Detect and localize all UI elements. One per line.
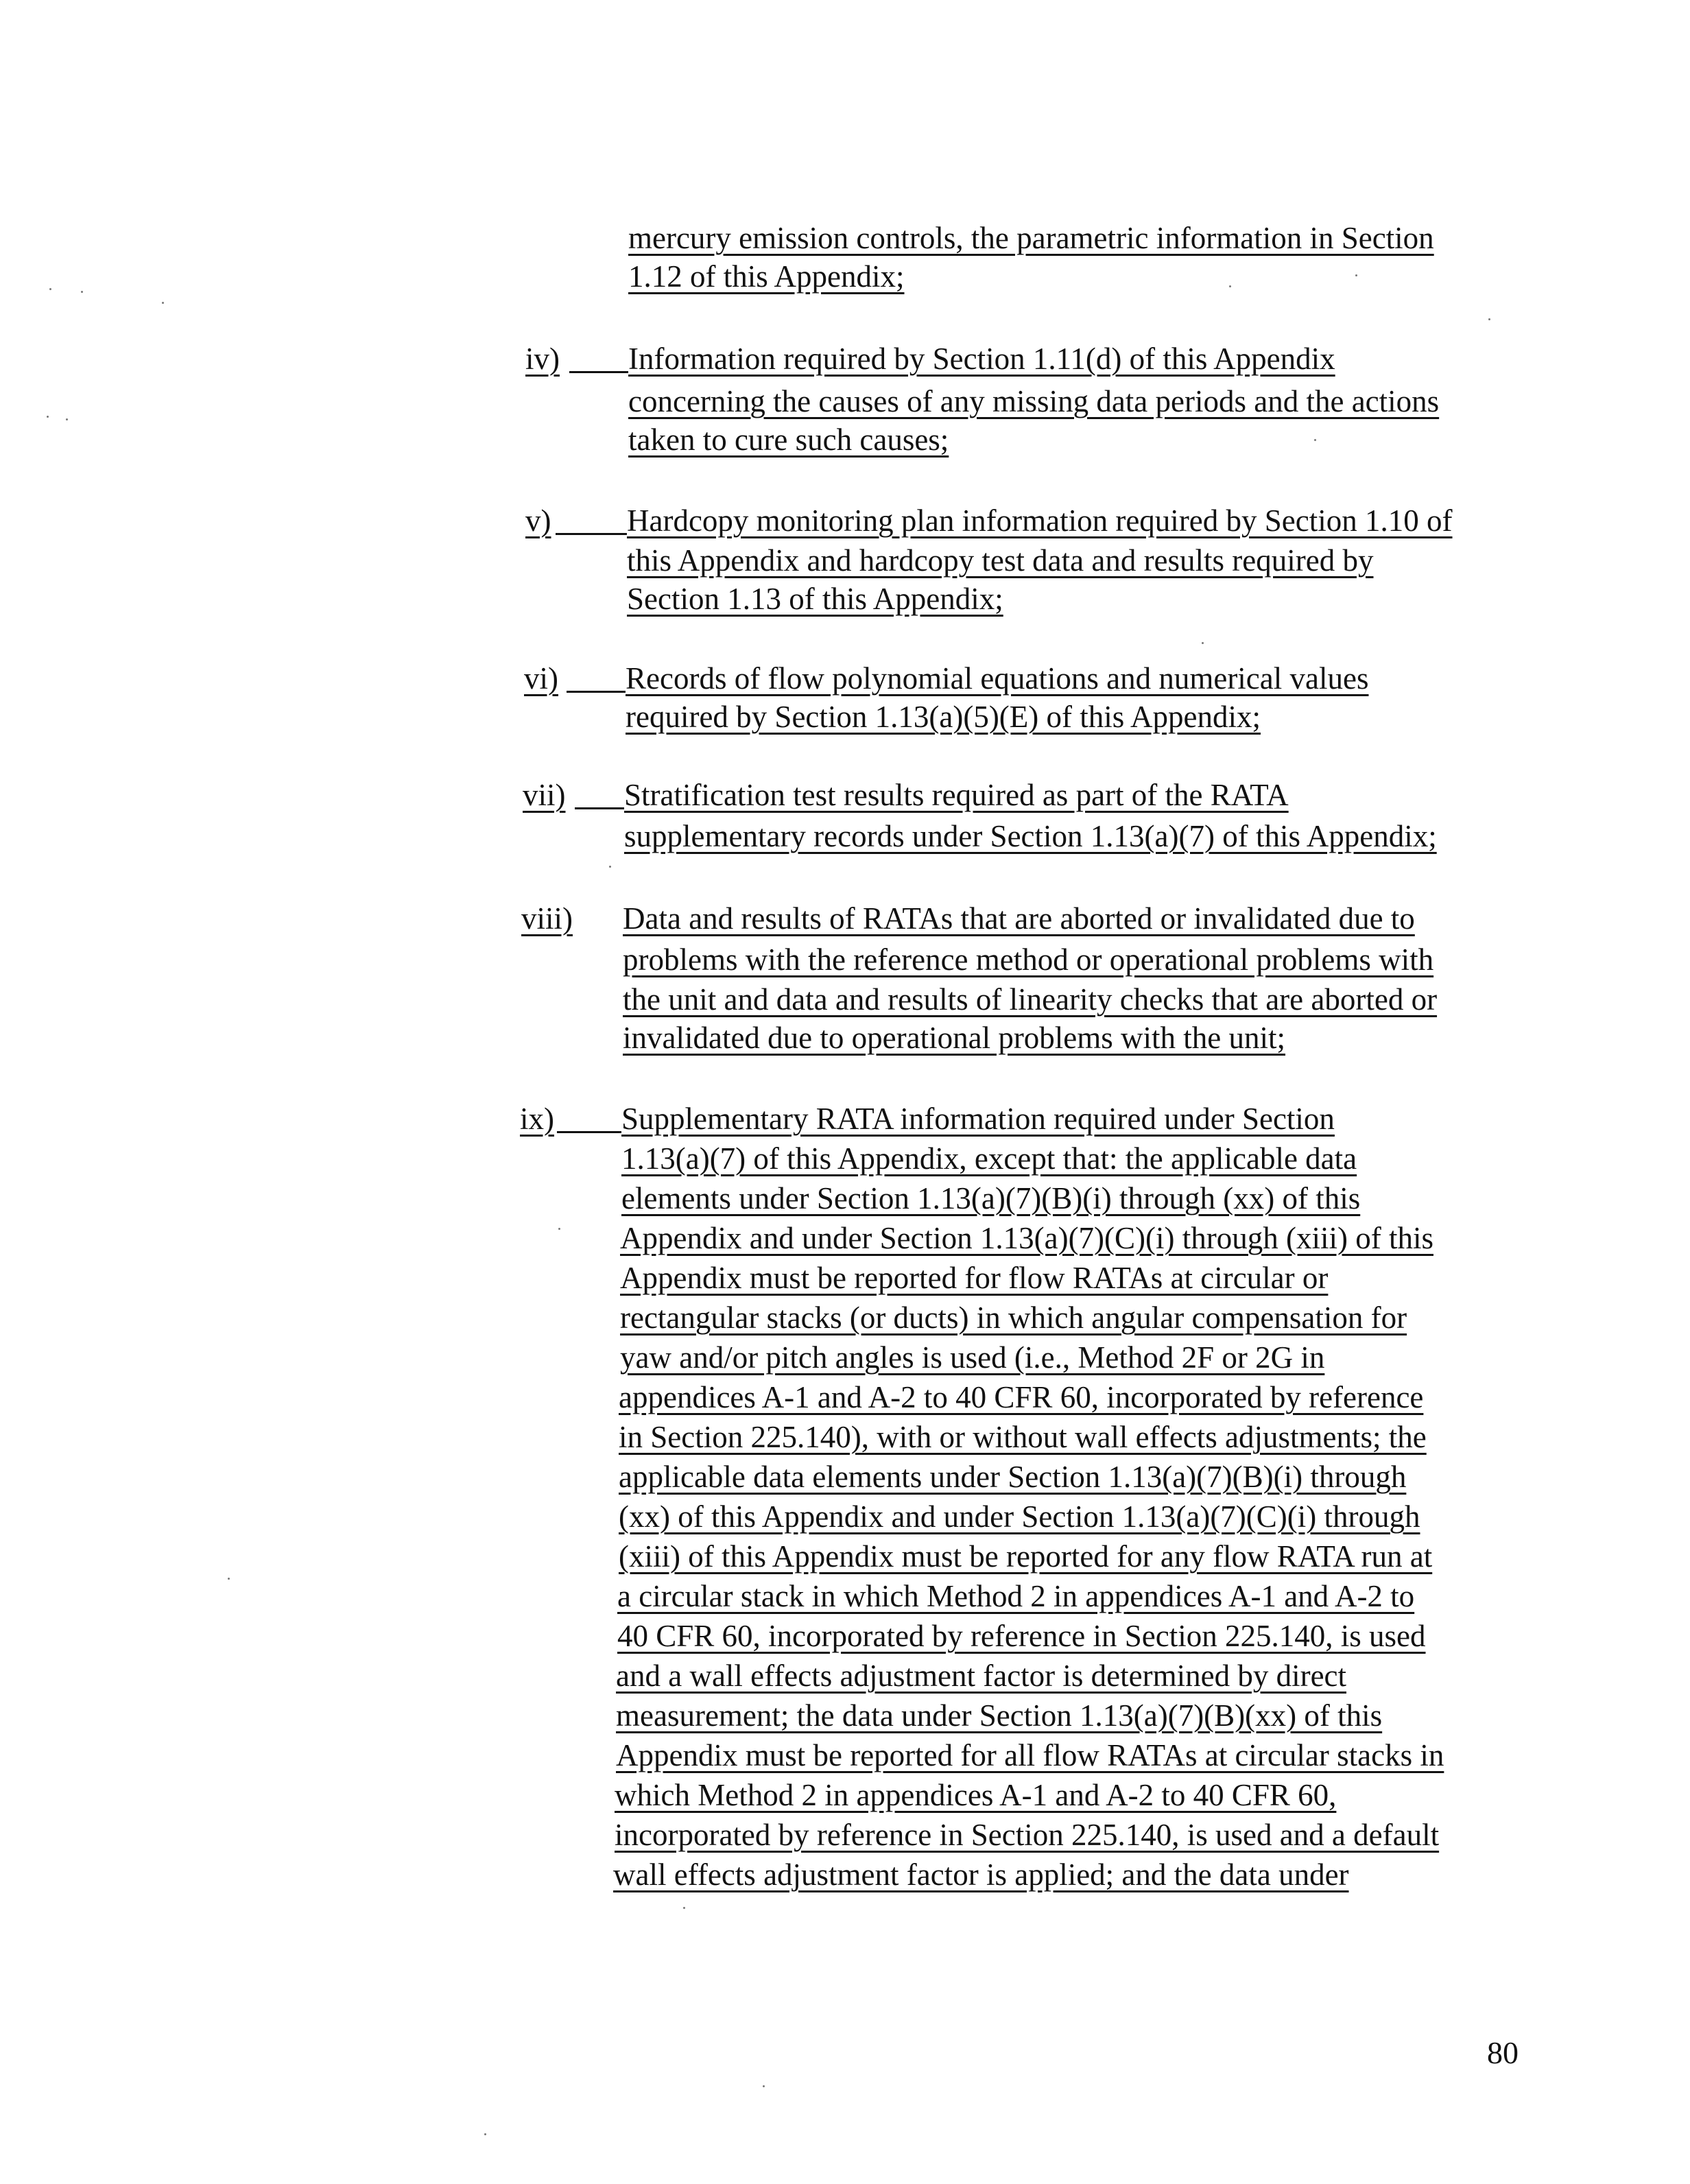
item-numeral: vii)	[523, 778, 566, 812]
scan-speck	[558, 1228, 560, 1230]
item-line: Records of flow polynomial equations and numerical values	[626, 661, 1369, 696]
scan-speck	[484, 2133, 486, 2135]
item-line: Appendix and under Section 1.13(a)(7)(C)(i) through (xiii) of this	[620, 1221, 1433, 1255]
scan-speck	[228, 1578, 230, 1580]
item-line: rectangular stacks (or ducts) in which angular compensation for	[620, 1301, 1407, 1335]
item-line: invalidated due to operational problems with the unit;	[623, 1021, 1286, 1055]
item-line: (xx) of this Appendix and under Section 1.13(a)(7)(C)(i) through	[619, 1499, 1420, 1534]
item-line: Supplementary RATA information required under Section	[621, 1102, 1335, 1136]
scan-speck	[162, 302, 164, 304]
numeral-rule	[569, 371, 628, 373]
item-line: the unit and data and results of linearity checks that are aborted or	[623, 982, 1438, 1017]
numeral-rule	[567, 691, 626, 693]
item-line: problems with the reference method or operational problems with	[623, 942, 1434, 977]
item-numeral: viii)	[521, 901, 573, 936]
item-line: a circular stack in which Method 2 in appendices A-1 and A-2 to	[617, 1579, 1415, 1613]
item-line: which Method 2 in appendices A-1 and A-2 to 40 CFR 60,	[615, 1778, 1337, 1812]
scan-speck	[1488, 318, 1490, 320]
item-line: 1.13(a)(7) of this Appendix, except that: the applicable data	[621, 1141, 1357, 1176]
item-line: required by Section 1.13(a)(5)(E) of this Appendix;	[626, 700, 1261, 734]
item-line: and a wall effects adjustment factor is determined by direct	[616, 1659, 1347, 1693]
continuation-line: 1.12 of this Appendix;	[628, 259, 905, 294]
item-line: yaw and/or pitch angles is used (i.e., Method 2F or 2G in	[620, 1340, 1325, 1375]
item-line: Stratification test results required as part of the RATA	[624, 778, 1289, 812]
scan-speck	[1314, 439, 1316, 441]
item-line: supplementary records under Section 1.13(a)(7) of this Appendix;	[624, 819, 1437, 853]
item-line: measurement; the data under Section 1.13(a)(7)(B)(xx) of this	[616, 1698, 1383, 1733]
item-line: wall effects adjustment factor is applied; and the data under	[613, 1857, 1349, 1892]
item-line: 40 CFR 60, incorporated by reference in Section 225.140, is used	[617, 1619, 1426, 1653]
continuation-line: mercury emission controls, the parametric information in Section	[628, 221, 1434, 255]
scan-speck	[47, 416, 49, 418]
item-numeral: v)	[525, 503, 551, 538]
item-line: Appendix must be reported for all flow RATAs at circular stacks in	[616, 1738, 1444, 1772]
item-line: Hardcopy monitoring plan information required by Section 1.10 of	[627, 503, 1453, 538]
item-line: (xiii) of this Appendix must be reported for any flow RATA run at	[619, 1539, 1433, 1574]
numeral-rule	[575, 807, 624, 809]
numeral-rule	[556, 533, 627, 535]
scan-speck	[49, 288, 51, 290]
item-line: incorporated by reference in Section 225.140, is used and a default	[615, 1818, 1440, 1852]
scan-speck	[1355, 274, 1357, 276]
item-line: in Section 225.140), with or without wall effects adjustments; the	[619, 1420, 1427, 1454]
item-line: Information required by Section 1.11(d) of this Appendix	[628, 342, 1335, 376]
scan-speck	[66, 418, 68, 420]
scan-speck	[81, 291, 83, 293]
item-line: elements under Section 1.13(a)(7)(B)(i) through (xx) of this	[621, 1181, 1361, 1215]
scan-speck	[1229, 285, 1231, 287]
item-numeral: vi)	[524, 661, 558, 696]
item-line: Appendix must be reported for flow RATAs at circular or	[620, 1261, 1329, 1295]
scan-speck	[1202, 642, 1204, 644]
scan-speck	[609, 866, 611, 868]
scan-speck	[683, 1907, 685, 1909]
item-numeral: iv)	[525, 342, 560, 376]
item-line: Data and results of RATAs that are aborted or invalidated due to	[623, 901, 1415, 936]
item-line: appendices A-1 and A-2 to 40 CFR 60, incorporated by reference	[619, 1380, 1424, 1414]
scan-speck	[763, 2085, 765, 2087]
page-number: 80	[1487, 2035, 1519, 2070]
item-line: applicable data elements under Section 1.13(a)(7)(B)(i) through	[619, 1460, 1407, 1494]
numeral-rule	[557, 1131, 621, 1133]
item-numeral: ix)	[520, 1102, 554, 1136]
item-line: concerning the causes of any missing data periods and the actions	[628, 384, 1440, 418]
item-line: this Appendix and hardcopy test data and results required by	[627, 543, 1374, 578]
item-line: taken to cure such causes;	[628, 423, 949, 457]
item-line: Section 1.13 of this Appendix;	[627, 582, 1003, 616]
